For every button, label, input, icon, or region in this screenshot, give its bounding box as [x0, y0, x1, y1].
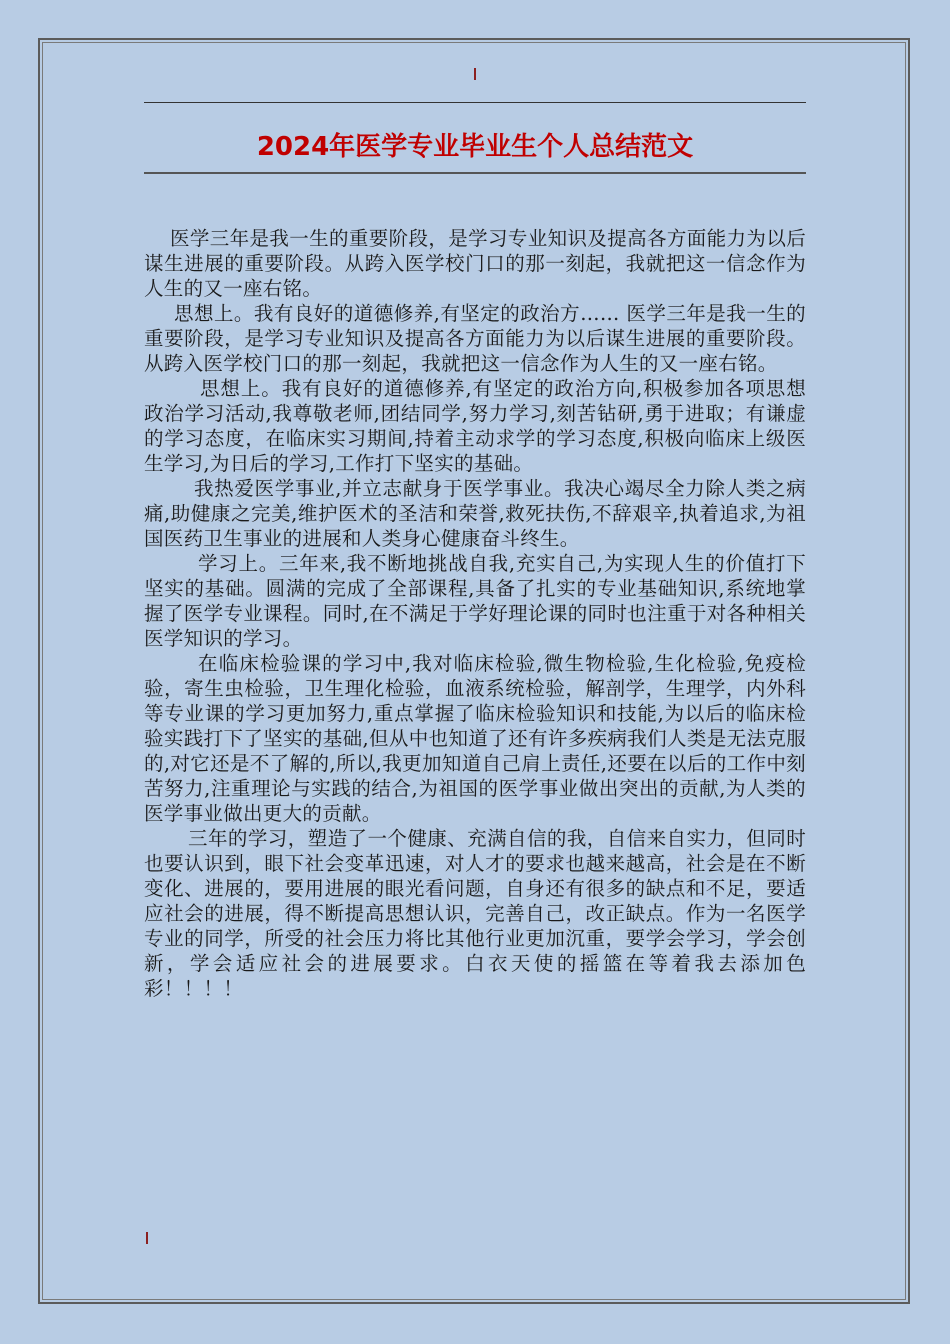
header-rule: [144, 102, 806, 103]
paragraph-clinical-lab: 在临床检验课的学习中,我对临床检验,微生物检验,生化检验,免疫检验，寄生虫检验，卫生理化检验，血液系统检验，解剖学，生理学，内外科等专业课的学习更加努力,重点掌握了临床检验知识和技能,为以后的临床检验实践打下了坚实的基础,但从中也知道了还有许多疾病我们人类是无法克服的,对它还是不了解的,所以,我更加知道自己肩上责任,还要在以后的工作中刻苦努力,注重理论与实践的结合,为祖国的医学事业做出突出的贡献,为人类的医学事业做出更大的贡献。: [144, 652, 806, 825]
paragraph-conclusion: 三年的学习，塑造了一个健康、充满自信的我，自信来自实力，但同时也要认识到，眼下社会变革迅速，对人才的要求也越来越高，社会是在不断变化、进展的，要用进展的眼光看问题，自身还有很多的缺点和不足，要适应社会的进展，得不断提高思想认识，完善自己，改正缺点。作为一名医学专业的同学，所受的社会压力将比其他行业更加沉重，要学会学习，学会创新，学会适应社会的进展要求。白衣天使的摇篮在等着我去添加色彩！！！！: [144, 827, 806, 1000]
footer-cursor-mark: [146, 1232, 148, 1244]
paragraph-thought-summary: 思想上。我有良好的道德修养,有坚定的政治方…… 医学三年是我一生的重要阶段，是学习专业知识及提高各方面能力为以后谋生进展的重要阶段。从跨入医学校门口的那一刻起，我就把这一信念作为人生的又一座右铭。: [144, 302, 806, 375]
paragraph-intro: 医学三年是我一生的重要阶段，是学习专业知识及提高各方面能力为以后谋生进展的重要阶段。从跨入医学校门口的那一刻起，我就把这一信念作为人生的又一座右铭。: [144, 227, 806, 300]
paragraph-thought: 思想上。我有良好的道德修养,有坚定的政治方向,积极参加各项思想政治学习活动,我尊敬老师,团结同学,努力学习,刻苦钻研,勇于进取；有谦虚的学习态度，在临床实习期间,持着主动求学的学习态度,积极向临床上级医生学习,为日后的学习,工作打下坚实的基础。: [144, 377, 806, 475]
document-title: 2024年医学专业毕业生个人总结范文: [256, 132, 694, 162]
paragraph-study: 学习上。三年来,我不断地挑战自我,充实自己,为实现人生的价值打下坚实的基础。圆满的完成了全部课程,具备了扎实的专业基础知识,系统地掌握了医学专业课程。同时,在不满足于学好理论课的同时也注重于对各种相关医学知识的学习。: [144, 552, 806, 650]
header-cursor-mark: [474, 68, 476, 80]
title-underline: [144, 172, 806, 174]
paragraph-dedication: 我热爱医学事业,并立志献身于医学事业。我决心竭尽全力除人类之病痛,助健康之完美,维护医术的圣洁和荣誉,救死扶伤,不辞艰辛,执着追求,为祖国医药卫生事业的进展和人类身心健康奋斗终生。: [144, 477, 806, 550]
document-body: [144, 226, 806, 1001]
